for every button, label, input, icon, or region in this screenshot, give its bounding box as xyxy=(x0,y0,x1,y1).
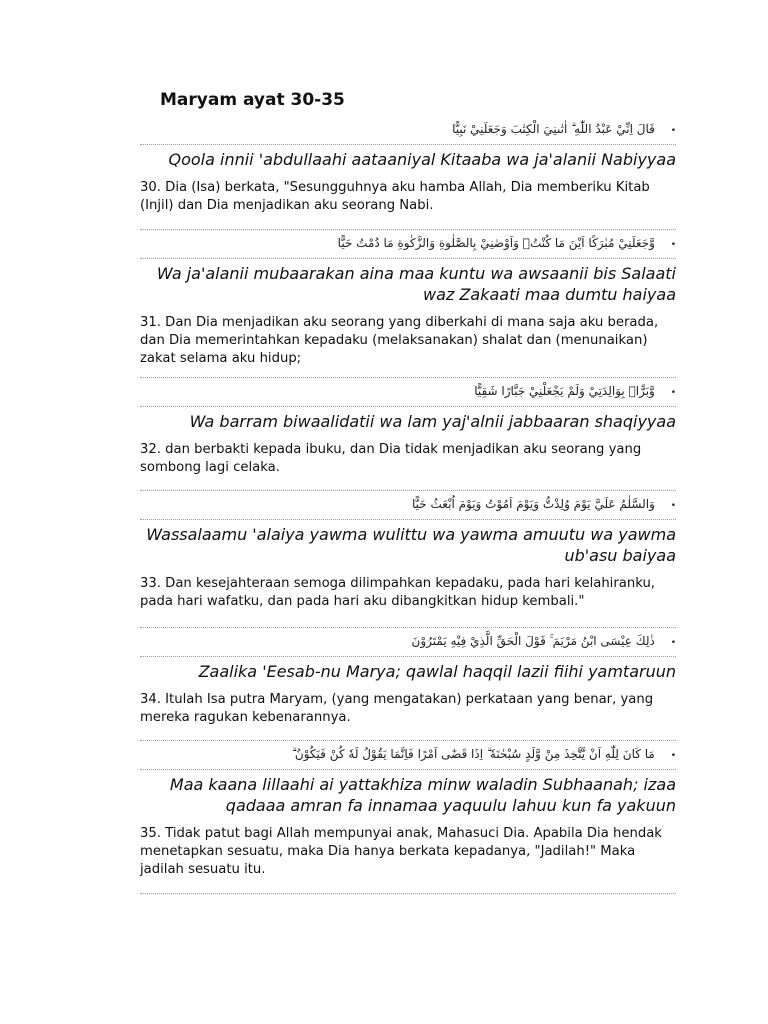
transliteration: Qoola innii 'abdullaahi aataaniyal Kitaaba wa ja'alanii Nabiyyaa xyxy=(168,150,676,169)
translation: 31. Dan Dia menjadikan aku seorang yang diberkahi di mana saja aku berada, dan Dia memerintahkan kepadaku (melaksanakan) shalat dan (menunaikan) zakat selama aku hidup; xyxy=(140,315,659,366)
bullet-icon: • xyxy=(670,501,676,511)
arabic-verse: قَالَ اِنِّيْ عَبْدُ اللّٰهِ ۗ اٰتٰىنِيَ الْكِتٰبَ وَجَعَلَنِيْ نَبِيًّا xyxy=(452,122,655,136)
verse-33 xyxy=(140,490,676,611)
arabic-text-line xyxy=(140,378,676,404)
translation: 32. dan berbakti kepada ibuku, dan Dia tidak menjadikan aku seorang yang sombong lagi celaka. xyxy=(140,442,642,475)
dotted-divider xyxy=(140,769,676,770)
transliteration: Wassalaamu 'alaiya yawma wulittu wa yawma amuutu wa yawma ub'asu baiyaa xyxy=(146,525,676,565)
translation: 33. Dan kesejahteraan semoga dilimpahkan kepadaku, pada hari kelahiranku, pada hari wafatku, dan pada hari aku dibangkitkan hidup kembali." xyxy=(140,576,655,609)
arabic-text-line xyxy=(140,116,676,142)
transliteration: Wa ja'alanii mubaarakan aina maa kuntu wa awsaanii bis Salaati waz Zakaati maa dumtu haiyaa xyxy=(156,264,676,304)
dotted-divider xyxy=(140,144,676,145)
verse-34 xyxy=(140,627,676,727)
arabic-text-line xyxy=(140,491,676,517)
transliteration: Wa barram biwaalidatii wa lam yaj'alnii jabbaaran shaqiyyaa xyxy=(189,412,676,431)
arabic-verse: وَالسَّلٰمُ عَلَيَّ يَوْمَ وُلِدْتُّ وَيَوْمَ اَمُوْتُ وَيَوْمَ اُبْعَثُ حَيًّا xyxy=(412,497,655,511)
transliteration: Maa kaana lillaahi ai yattakhiza minw waladin Subhaanah; izaa qadaaa amran fa innamaa yaquulu lahuu kun fa yakuun xyxy=(169,775,676,815)
arabic-verse: ذٰلِكَ عِيْسَى ابْنُ مَرْيَمَ ۚ قَوْلَ الْحَقِّ الَّذِيْ فِيْهِ يَمْتَرُوْنَ xyxy=(411,634,655,648)
translation: 35. Tidak patut bagi Allah mempunyai anak, Mahasuci Dia. Apabila Dia hendak menetapkan sesuatu, maka Dia hanya berkata kepadanya, "Jadilah!" Maka jadilah sesuatu itu. xyxy=(140,826,662,877)
transliteration: Zaalika 'Eesab-nu Marya; qawlal haqqil lazii fiihi yamtaruun xyxy=(198,662,676,681)
bullet-icon: • xyxy=(670,751,676,761)
bullet-icon: • xyxy=(670,638,676,648)
verse-32 xyxy=(140,377,676,477)
arabic-verse: مَا كَانَ لِلّٰهِ اَنْ يَّتَّخِذَ مِنْ وَّلَدٍ سُبْحٰنَهٗ ۗ اِذَا قَضٰٓى اَمْرًا فَاِنَّمَا يَقُوْلُ لَهٗ كُنْ فَيَكُوْنُ ۗ xyxy=(291,747,655,761)
translation: 30. Dia (Isa) berkata, "Sesungguhnya aku hamba Allah, Dia memberiku Kitab (Injil) dan Dia menjadikan aku seorang Nabi. xyxy=(140,180,650,213)
arabic-text-line xyxy=(140,230,676,256)
dotted-divider xyxy=(140,519,676,520)
page-title: Maryam ayat 30-35 xyxy=(160,90,345,110)
dotted-divider xyxy=(140,656,676,657)
bullet-icon: • xyxy=(670,126,676,136)
bullet-icon: • xyxy=(670,240,676,250)
arabic-verse: وَّبَرًّاۢ بِوَالِدَتِيْ وَلَمْ يَجْعَلْنِيْ جَبَّارًا شَقِيًّا xyxy=(474,384,655,398)
arabic-text-line xyxy=(140,628,676,654)
dotted-divider xyxy=(140,893,676,894)
dotted-divider xyxy=(140,406,676,407)
translation: 34. Itulah Isa putra Maryam, (yang mengatakan) perkataan yang benar, yang mereka ragukan kebenarannya. xyxy=(140,692,654,725)
verse-35 xyxy=(140,740,676,894)
arabic-text-line xyxy=(140,741,676,767)
dotted-divider xyxy=(140,258,676,259)
verse-31 xyxy=(140,229,676,368)
bullet-icon: • xyxy=(670,388,676,398)
verse-30 xyxy=(140,116,676,215)
arabic-verse: وَّجَعَلَنِيْ مُبٰرَكًا اَيْنَ مَا كُنْتُۖ وَاَوْصٰنِيْ بِالصَّلٰوةِ وَالزَّكٰوةِ مَا دُمْتُ حَيًّا xyxy=(337,236,655,250)
